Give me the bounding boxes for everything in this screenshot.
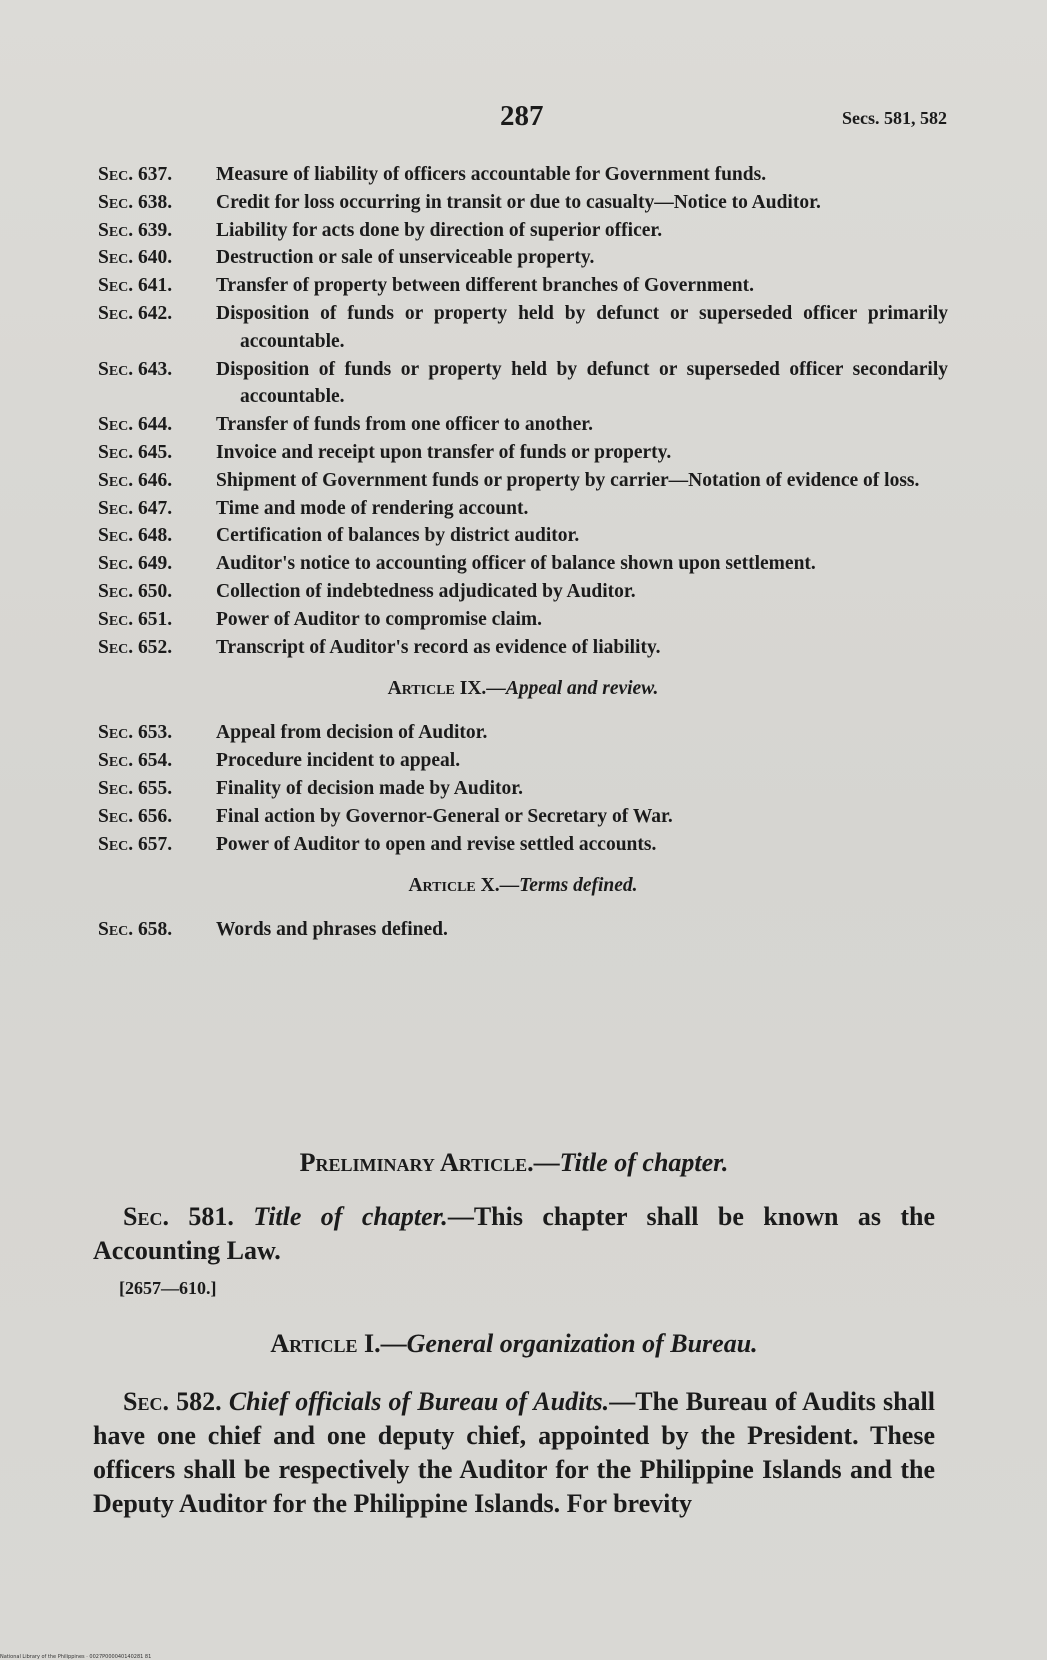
toc-entry: [98, 747, 948, 775]
section-581-citation: [2657—610.]: [119, 1278, 217, 1298]
section-582: [93, 1385, 935, 1521]
toc-section-title: Words and phrases defined.: [216, 919, 448, 941]
toc-section-number: Sec. 654.: [98, 750, 173, 772]
toc-entry: [98, 189, 948, 217]
article-ix-heading: [98, 678, 948, 700]
toc-section-title: Disposition of funds or property held by defunct or superseded officer primarily accountable.: [216, 302, 948, 352]
toc-entry: [98, 775, 948, 803]
toc-section-title: Final action by Governor-General or Secretary of War.: [216, 805, 673, 827]
toc-entry: [98, 495, 948, 523]
toc-section-number: Sec. 649.: [98, 553, 173, 575]
preliminary-label: Preliminary Article.—: [299, 1148, 560, 1177]
toc-section-number: Sec. 651.: [98, 608, 173, 630]
toc-entry: [98, 161, 948, 189]
toc-section-title: Transfer of property between different branches of Government.: [216, 275, 754, 297]
toc-group-article-ix: [98, 719, 948, 858]
toc-section-title: Credit for loss occurring in transit or due to casualty—Notice to Auditor.: [216, 191, 821, 213]
table-of-contents: [98, 161, 948, 944]
toc-section-number: Sec. 648.: [98, 525, 173, 547]
toc-section-title: Time and mode of rendering account.: [216, 497, 529, 519]
section-582-text: —The Bureau of Audits shall have one chief and one deputy chief, appointed by the President. These officers shall be respectively the Auditor for the Philippine Islands and the Deputy Auditor for the Philippine Islands. For brevity: [93, 1387, 936, 1518]
toc-section-number: Sec. 643.: [98, 358, 173, 380]
running-head: Secs. 581, 582: [842, 108, 947, 128]
toc-section-title: Auditor's notice to accounting officer of balance shown upon settlement.: [216, 553, 816, 575]
toc-entry: [98, 217, 948, 245]
toc-section-number: Sec. 637.: [98, 164, 173, 185]
toc-section-number: Sec. 641.: [98, 275, 173, 297]
toc-section-title: Invoice and receipt upon transfer of funds or property.: [216, 441, 672, 463]
article-i-heading: [93, 1329, 935, 1359]
toc-section-number: Sec. 644.: [98, 414, 173, 436]
article-ix-label: Article IX.—: [387, 678, 506, 700]
toc-section-number: Sec. 638.: [98, 191, 173, 213]
toc-entry: [98, 439, 948, 467]
toc-group-article-viii: [98, 161, 948, 661]
toc-entry: [98, 522, 948, 550]
toc-entry: [98, 467, 948, 495]
toc-entry: [98, 916, 948, 944]
article-i-title: General organization of Bureau.: [406, 1329, 758, 1358]
page-number: 287: [500, 100, 544, 132]
article-x-heading: [98, 875, 948, 897]
toc-section-number: Sec. 646.: [98, 469, 173, 491]
toc-section-title: Power of Auditor to open and revise settled accounts.: [216, 833, 657, 855]
toc-section-number: Sec. 645.: [98, 441, 173, 463]
toc-entry: [98, 803, 948, 831]
toc-section-title: Shipment of Government funds or property by carrier—Notation of evidence of loss.: [216, 469, 920, 491]
toc-entry: [98, 300, 948, 356]
toc-entry: [98, 606, 948, 634]
section-581: [93, 1200, 935, 1268]
scan-footer: National Library of the Philippines · 0027P000040140281 81: [0, 1654, 152, 1660]
toc-section-title: Transcript of Auditor's record as evidence of liability.: [216, 636, 661, 658]
toc-section-number: Sec. 652.: [98, 636, 173, 658]
article-ix-title: Appeal and review.: [505, 678, 659, 700]
toc-section-number: Sec. 657.: [98, 833, 173, 855]
section-582-heading: Chief officials of Bureau of Audits.: [228, 1387, 610, 1416]
toc-section-title: Certification of balances by district auditor.: [216, 525, 580, 547]
page-header: [0, 100, 1047, 140]
section-582-number: Sec. 582.: [123, 1387, 222, 1416]
article-x-label: Article X.—: [408, 875, 520, 897]
preliminary-title: Title of chapter.: [559, 1148, 729, 1177]
toc-section-number: Sec. 658.: [98, 919, 173, 941]
article-i-label: Article I.—: [270, 1329, 407, 1358]
toc-section-title: Power of Auditor to compromise claim.: [216, 608, 543, 630]
section-581-text: —This chapter shall be known as the Accounting Law.: [93, 1202, 936, 1265]
toc-entry: [98, 719, 948, 747]
article-x-title: Terms defined.: [519, 875, 638, 897]
toc-section-title: Appeal from decision of Auditor.: [216, 722, 488, 744]
toc-entry: [98, 411, 948, 439]
section-581-number: Sec. 581.: [123, 1202, 234, 1231]
body-text: [93, 1148, 935, 1521]
toc-section-number: Sec. 655.: [98, 777, 173, 799]
toc-section-title: Disposition of funds or property held by defunct or superseded officer secondarily accountable.: [216, 358, 948, 408]
toc-section-number: Sec. 653.: [98, 722, 173, 744]
toc-entry: [98, 550, 948, 578]
toc-section-number: Sec. 647.: [98, 497, 173, 519]
toc-section-title: Finality of decision made by Auditor.: [216, 777, 523, 799]
toc-entry: [98, 634, 948, 662]
section-581-heading: Title of chapter.: [253, 1202, 448, 1231]
toc-entry: [98, 578, 948, 606]
toc-section-title: Measure of liability of officers accountable for Government funds.: [216, 164, 767, 185]
toc-entry: [98, 244, 948, 272]
toc-group-article-x: [98, 916, 948, 944]
toc-section-number: Sec. 656.: [98, 805, 173, 827]
toc-entry: [98, 356, 948, 412]
toc-section-number: Sec. 639.: [98, 219, 173, 241]
toc-section-number: Sec. 640.: [98, 247, 173, 269]
toc-section-title: Destruction or sale of unserviceable property.: [216, 247, 595, 269]
toc-section-title: Transfer of funds from one officer to another.: [216, 414, 593, 436]
preliminary-article-heading: [93, 1148, 935, 1178]
toc-section-number: Sec. 650.: [98, 580, 173, 602]
toc-section-number: Sec. 642.: [98, 302, 173, 324]
toc-section-title: Liability for acts done by direction of superior officer.: [216, 219, 663, 241]
toc-entry: [98, 272, 948, 300]
toc-entry: [98, 831, 948, 859]
toc-section-title: Collection of indebtedness adjudicated by Auditor.: [216, 580, 636, 602]
toc-section-title: Procedure incident to appeal.: [216, 750, 461, 772]
